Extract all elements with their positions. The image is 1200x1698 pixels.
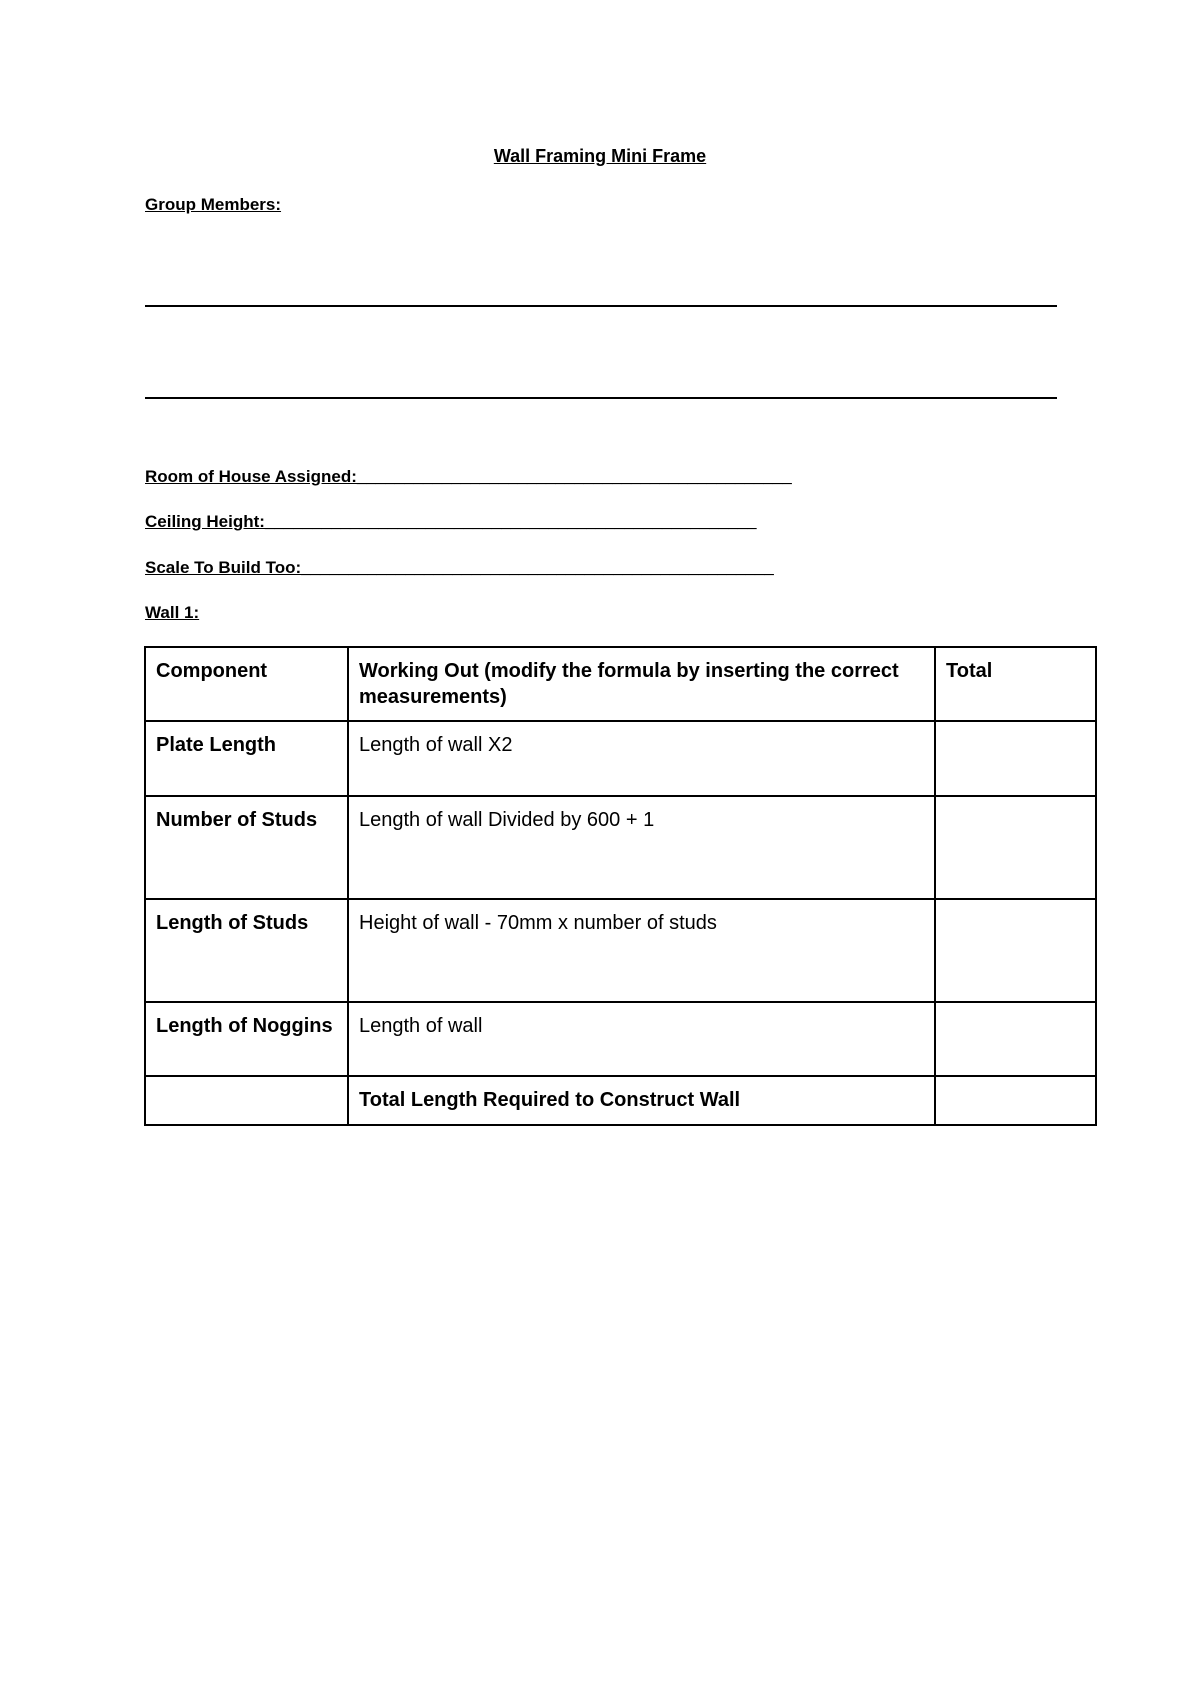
table-header-row [145,647,1096,721]
row-component: Length of Studs [145,899,348,1002]
row-total-cell[interactable] [935,721,1096,796]
document-title: Wall Framing Mini Frame [493,146,707,166]
row-component: Number of Studs [145,796,348,899]
row-total-cell[interactable] [935,899,1096,1002]
ceiling-height-field[interactable]: Ceiling Height:____________________________________________________ [145,512,757,531]
row-component: Plate Length [145,721,348,796]
footer-total-label: Total Length Required to Construct Wall [348,1076,935,1125]
row-total-cell[interactable] [935,1002,1096,1076]
row-total-cell[interactable] [935,796,1096,899]
row-working-out[interactable]: Length of wall X2 [348,721,935,796]
row-working-out[interactable]: Length of wall [348,1002,935,1076]
row-working-out[interactable]: Length of wall Divided by 600 + 1 [348,796,935,899]
group-members-line-1[interactable] [145,305,1057,307]
group-members-label: Group Members: [145,195,282,214]
table-row [145,721,1096,796]
table-footer-row [145,1076,1096,1125]
footer-empty-cell [145,1076,348,1125]
row-component: Length of Noggins [145,1002,348,1076]
scale-field[interactable]: Scale To Build Too:__________________________________________________ [145,558,774,577]
wall-framing-table [144,646,1097,1126]
header-total: Total [935,647,1096,721]
group-members-line-2[interactable] [145,397,1057,399]
table-row [145,899,1096,1002]
table-row [145,1002,1096,1076]
header-working-out: Working Out (modify the formula by inserting the correct measurements) [348,647,935,721]
room-assigned-field[interactable]: Room of House Assigned:______________________________________________ [145,467,792,486]
wall-1-label: Wall 1: [145,603,200,622]
footer-total-cell[interactable] [935,1076,1096,1125]
row-working-out[interactable]: Height of wall - 70mm x number of studs [348,899,935,1002]
header-component: Component [145,647,348,721]
table-row [145,796,1096,899]
